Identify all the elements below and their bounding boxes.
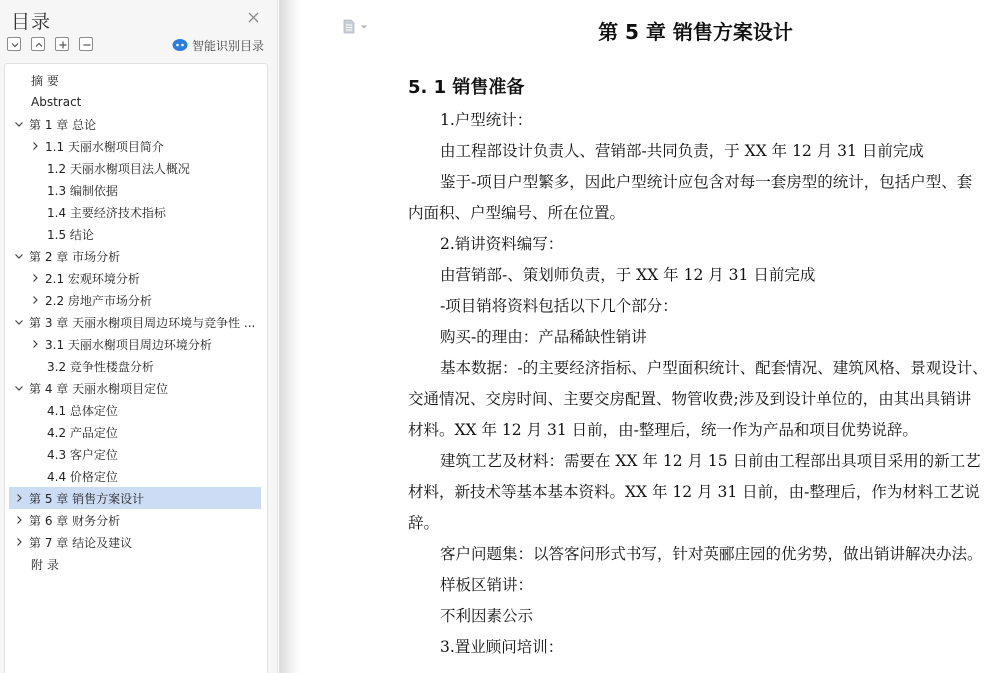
outline-item[interactable] bbox=[9, 399, 261, 421]
outline-item[interactable] bbox=[9, 421, 261, 443]
outline-item[interactable] bbox=[9, 553, 261, 575]
collapse-all-button[interactable] bbox=[7, 37, 21, 51]
outline-item[interactable] bbox=[9, 113, 261, 135]
outline-item[interactable] bbox=[9, 267, 261, 289]
document-line: 材料。XX 年 12 月 31 日前，由-整理后，统一作为产品和项目优势说辞。 bbox=[408, 421, 918, 439]
close-icon bbox=[244, 8, 264, 28]
document-line: 基本数据：-的主要经济指标、户型面积统计、配套情况、建筑风格、景观设计、 bbox=[440, 359, 988, 377]
chevron-right-icon[interactable] bbox=[13, 492, 25, 504]
outline-item[interactable] bbox=[9, 201, 261, 223]
outline-item[interactable] bbox=[9, 377, 261, 399]
expand-all-button[interactable] bbox=[31, 37, 45, 51]
document-line: 建筑工艺及材料：需要在 XX 年 12 月 15 日前由工程部出具项目采用的新工艺 bbox=[440, 452, 981, 470]
outline-item[interactable] bbox=[9, 223, 261, 245]
document-line: 3.置业顾问培训： bbox=[440, 638, 564, 656]
plus-icon bbox=[57, 39, 69, 51]
chevron-down-icon[interactable] bbox=[13, 250, 25, 262]
document-line: 由工程部设计负责人、营销部-共同负责，于 XX 年 12 月 31 日前完成 bbox=[440, 142, 924, 160]
outline-item-label: Abstract bbox=[31, 95, 82, 109]
outline-item[interactable] bbox=[9, 157, 261, 179]
chevron-right-icon[interactable] bbox=[29, 338, 41, 350]
chevron-right-icon[interactable] bbox=[13, 514, 25, 526]
outline-item[interactable] bbox=[9, 135, 261, 157]
document-line: 材料，新技术等基本基本资料。XX 年 12 月 31 日前，由-整理后，作为材料工艺说 bbox=[408, 483, 980, 501]
outline-item-label: 4.1 总体定位 bbox=[47, 403, 118, 418]
chevron-right-icon[interactable] bbox=[29, 294, 41, 306]
document-menu-button[interactable] bbox=[342, 18, 372, 36]
minus-icon bbox=[81, 39, 93, 51]
close-panel-button[interactable] bbox=[244, 8, 264, 28]
outline-item-label: 第 4 章 天丽水榭项目定位 bbox=[29, 381, 169, 396]
outline-item[interactable] bbox=[9, 531, 261, 553]
outline-item[interactable] bbox=[9, 333, 261, 355]
chevron-down-icon bbox=[9, 39, 21, 51]
outline-item[interactable] bbox=[9, 311, 261, 333]
outline-item[interactable] bbox=[9, 465, 261, 487]
outline-item-label: 3.1 天丽水榭项目周边环境分析 bbox=[45, 337, 212, 352]
expand-level-button[interactable] bbox=[55, 37, 69, 51]
outline-item-label: 摘 要 bbox=[31, 73, 59, 88]
outline-item-label: 1.4 主要经济技术指标 bbox=[47, 205, 166, 220]
outline-item[interactable] bbox=[9, 355, 261, 377]
document-line: 不利因素公示 bbox=[440, 607, 534, 625]
outline-item-label: 1.2 天丽水榭项目法人概况 bbox=[47, 161, 190, 176]
outline-item-label: 4.2 产品定位 bbox=[47, 425, 118, 440]
ai-icon bbox=[172, 38, 188, 52]
outline-item-label: 4.4 价格定位 bbox=[47, 469, 118, 484]
outline-item-label: 第 5 章 销售方案设计 bbox=[29, 491, 145, 506]
collapse-level-button[interactable] bbox=[79, 37, 93, 51]
document-line: 由营销部-、策划师负责，于 XX 年 12 月 31 日前完成 bbox=[440, 266, 816, 284]
document-line: 1.户型统计： bbox=[440, 111, 533, 129]
document-icon bbox=[342, 18, 372, 36]
document-line: 客户问题集：以答客问形式书写，针对英郦庄园的优劣势，做出销讲解决办法。 bbox=[440, 545, 983, 563]
document-line: 购买-的理由：产品稀缺性销讲 bbox=[440, 328, 647, 346]
document-line: 交通情况、交房时间、主要交房配置、物管收费;涉及到设计单位的，由其出具销讲 bbox=[408, 390, 972, 408]
chevron-right-icon[interactable] bbox=[29, 272, 41, 284]
outline-tree bbox=[4, 63, 268, 673]
smart-toc-button[interactable] bbox=[172, 36, 264, 54]
panel-title: 目录 bbox=[11, 11, 52, 33]
document-line: 鉴于-项目户型繁多，因此户型统计应包含对每一套房型的统计，包括户型、套 bbox=[440, 173, 973, 191]
chevron-down-icon[interactable] bbox=[13, 118, 25, 130]
outline-item[interactable] bbox=[9, 289, 261, 311]
outline-item-label: 第 1 章 总论 bbox=[29, 117, 97, 132]
outline-item[interactable] bbox=[9, 245, 261, 267]
chevron-right-icon[interactable] bbox=[29, 140, 41, 152]
outline-item[interactable] bbox=[9, 487, 261, 509]
outline-item-label: 1.3 编制依据 bbox=[47, 183, 118, 198]
panel-divider-shadow bbox=[279, 0, 301, 673]
outline-item-label: 1.5 结论 bbox=[47, 227, 94, 242]
chevron-down-icon[interactable] bbox=[13, 316, 25, 328]
document-line: 辞。 bbox=[408, 514, 440, 532]
outline-item-label: 2.2 房地产市场分析 bbox=[45, 293, 152, 308]
outline-item-label: 2.1 宏观环境分析 bbox=[45, 271, 140, 286]
outline-item-label: 3.2 竞争性楼盘分析 bbox=[47, 359, 154, 374]
document-line: 2.销讲资料编写： bbox=[440, 235, 564, 253]
chevron-down-icon[interactable] bbox=[13, 382, 25, 394]
section-title: 5. 1 销售准备 bbox=[408, 77, 525, 98]
outline-item-label: 第 6 章 财务分析 bbox=[29, 513, 121, 528]
outline-item[interactable] bbox=[9, 509, 261, 531]
chevron-up-icon bbox=[33, 39, 45, 51]
outline-item-label: 第 2 章 市场分析 bbox=[29, 249, 121, 264]
smart-toc-label: 智能识别目录 bbox=[192, 38, 265, 53]
outline-item-label: 附 录 bbox=[31, 557, 59, 572]
chevron-right-icon[interactable] bbox=[13, 536, 25, 548]
chapter-title: 第 5 章 销售方案设计 bbox=[598, 20, 793, 44]
document-page bbox=[408, 0, 996, 673]
outline-item[interactable] bbox=[9, 69, 261, 91]
outline-item[interactable] bbox=[9, 91, 261, 113]
outline-item-label: 第 7 章 结论及建议 bbox=[29, 535, 133, 550]
outline-item-label: 第 3 章 天丽水榭项目周边环境与竞争性 ... bbox=[29, 315, 256, 330]
outline-item[interactable] bbox=[9, 443, 261, 465]
outline-item[interactable] bbox=[9, 179, 261, 201]
document-line: 内面积、户型编号、所在位置。 bbox=[408, 204, 626, 222]
outline-item-label: 1.1 天丽水榭项目简介 bbox=[45, 139, 164, 154]
document-line: 样板区销讲： bbox=[440, 576, 534, 594]
document-line: -项目销将资料包括以下几个部分： bbox=[440, 297, 678, 315]
outline-panel bbox=[0, 0, 278, 673]
outline-item-label: 4.3 客户定位 bbox=[47, 447, 118, 462]
